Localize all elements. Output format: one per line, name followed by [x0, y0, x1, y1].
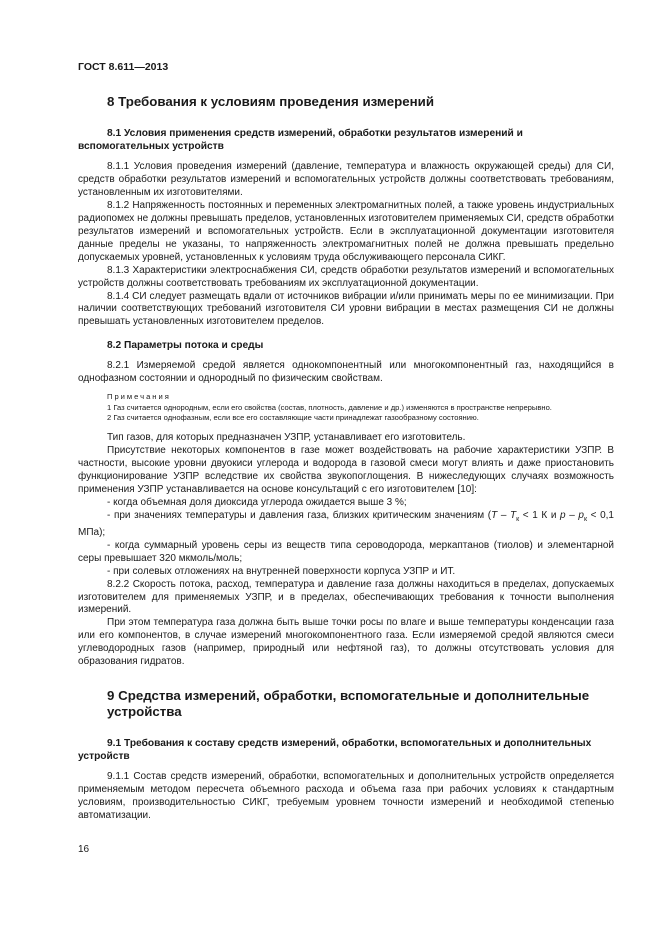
paragraph-9-1-1: 9.1.1 Состав средств измерений, обработки, вспомогательных и дополнительных устройств определяется применяемым методом пересчета объемного расхода и объема газа при рабочих условиях к стандартным условиям, производительностью СИКГ, требуемым уровнем точности измерений и необходимой степенью автоматизации.	[78, 771, 614, 822]
symbol-tk: T	[510, 509, 517, 521]
paragraph-8-1-2: 8.1.2 Напряженность постоянных и переменных электромагнитных полей, а также уровень индустриальных радиопомех не должны превышать пределов, установленных изготовителем применяемых СИ, средств обработки результатов измерений и вспомогательных устройств. Если в эксплуатационной документации изготовителя данные пределы не указаны, то напряженность электромагнитных полей не должна превышать предельно допускаемых уровней, установленных к условиям труда обслуживающего персонала СИКГ.	[78, 199, 614, 263]
subsection-9-1-title: 9.1 Требования к составу средств измерений, обработки, вспомогательных и дополнительных устройств	[78, 738, 592, 763]
page-content	[78, 94, 614, 823]
symbol-t: T	[491, 509, 498, 521]
paragraph-dew-point: При этом температура газа должна быть выше точки росы по влаге и выше температуры конденсации газа или его компонентов, в случае измерений многокомпонентного газа. Если измеряемой средой являются смеси углеводородных газов (например, природный или нефтяной газ), то должны отсутствовать условия для образования гидратов.	[78, 617, 614, 668]
list-item-salt: - при солевых отложениях на внутренней поверхности корпуса УЗПР и ИТ.	[107, 565, 456, 577]
paragraph-8-2-1: 8.2.1 Измеряемой средой является однокомпонентный или многокомпонентный газ, находящийся в однофазном состоянии и однородный по физическим свойствам.	[78, 360, 614, 385]
paragraph-8-1-4: 8.1.4 СИ следует размещать вдали от источников вибрации и/или принимать меры по ее минимизации. При наличии соответствующих требований изготовителя СИ уровни вибрации в местах размещения СИ не должны превышать установленных изготовителем пределов.	[78, 290, 614, 328]
paragraph-8-1-3: 8.1.3 Характеристики электроснабжения СИ, средств обработки результатов измерений и вспомогательных устройств должны соответствовать требованиям их эксплуатационной документации.	[78, 264, 614, 289]
list-item-critical	[78, 510, 614, 540]
minus-sign: –	[497, 509, 511, 521]
subsection-8-2-title: 8.2 Параметры потока и среды	[107, 340, 264, 352]
minus-sign-2: –	[565, 509, 579, 521]
note-2: 2 Газ считается однофазным, если все его составляющие части принадлежат газообразному состоянию.	[107, 413, 479, 423]
list-item-critical-text-b: < 1 К и	[519, 509, 561, 521]
subscript-k-2: к	[583, 515, 588, 523]
symbol-p: p	[560, 509, 566, 521]
section-9-title: 9 Средства измерений, обработки, вспомогательные и дополнительные устройства	[107, 688, 590, 720]
page-number: 16	[78, 844, 90, 855]
list-item-critical-text-c: < 0,1 МПа);	[78, 509, 614, 538]
paragraph-8-2-2: 8.2.2 Скорость потока, расход, температура и давление газа должны находиться в пределах, допускаемых изготовителем для применяемых УЗПР, и в пределах, обеспечивающих требования к точности выполнения измерений.	[78, 578, 614, 616]
document-header: ГОСТ 8.611—2013	[78, 61, 169, 73]
note-1: 1 Газ считается однородным, если его свойства (состав, плотность, давление и др.) изменяются в пространстве непрерывно.	[107, 402, 552, 412]
list-item-sulfur: - когда суммарный уровень серы из веществ типа сероводорода, меркаптанов (тиолов) и элементарной серы превышает 320 мкмоль/моль;	[78, 539, 614, 564]
section-8-title: 8 Требования к условиям проведения измерений	[107, 94, 435, 109]
subscript-k: к	[516, 515, 520, 523]
list-item-critical-text-a: - при значениях температуры и давления газа, близких критическим значениям (	[107, 509, 492, 521]
paragraph-components: Присутствие некоторых компонентов в газе может воздействовать на рабочие характеристики УЗПР. В частности, высокие уровни двуокиси углерода и водорода в газовой смеси могут влиять и даже приостановить функционирование УЗПР вследствие их свойства звукопоглощения. В нижеследующих случаях возможность применения УЗПР устанавливается на основе консультаций с его изготовителем [10]:	[78, 445, 614, 495]
paragraph-gas-type: Тип газов, для которых предназначен УЗПР, устанавливает его изготовитель.	[107, 432, 466, 444]
notes-heading: Примечания	[107, 392, 171, 402]
symbol-pk: p	[578, 509, 584, 521]
list-item-co2: - когда объемная доля диоксида углерода ожидается выше 3 %;	[107, 496, 407, 508]
paragraph-8-1-1: 8.1.1 Условия проведения измерений (давление, температура и влажность окружающей среды) для СИ, средств обработки результатов измерений и вспомогательных устройств должны соответствовать требованиям, установленным их изготовителями.	[78, 161, 614, 198]
subsection-8-1-title: 8.1 Условия применения средств измерений, обработки результатов измерений и вспомогательных устройств	[78, 128, 523, 152]
